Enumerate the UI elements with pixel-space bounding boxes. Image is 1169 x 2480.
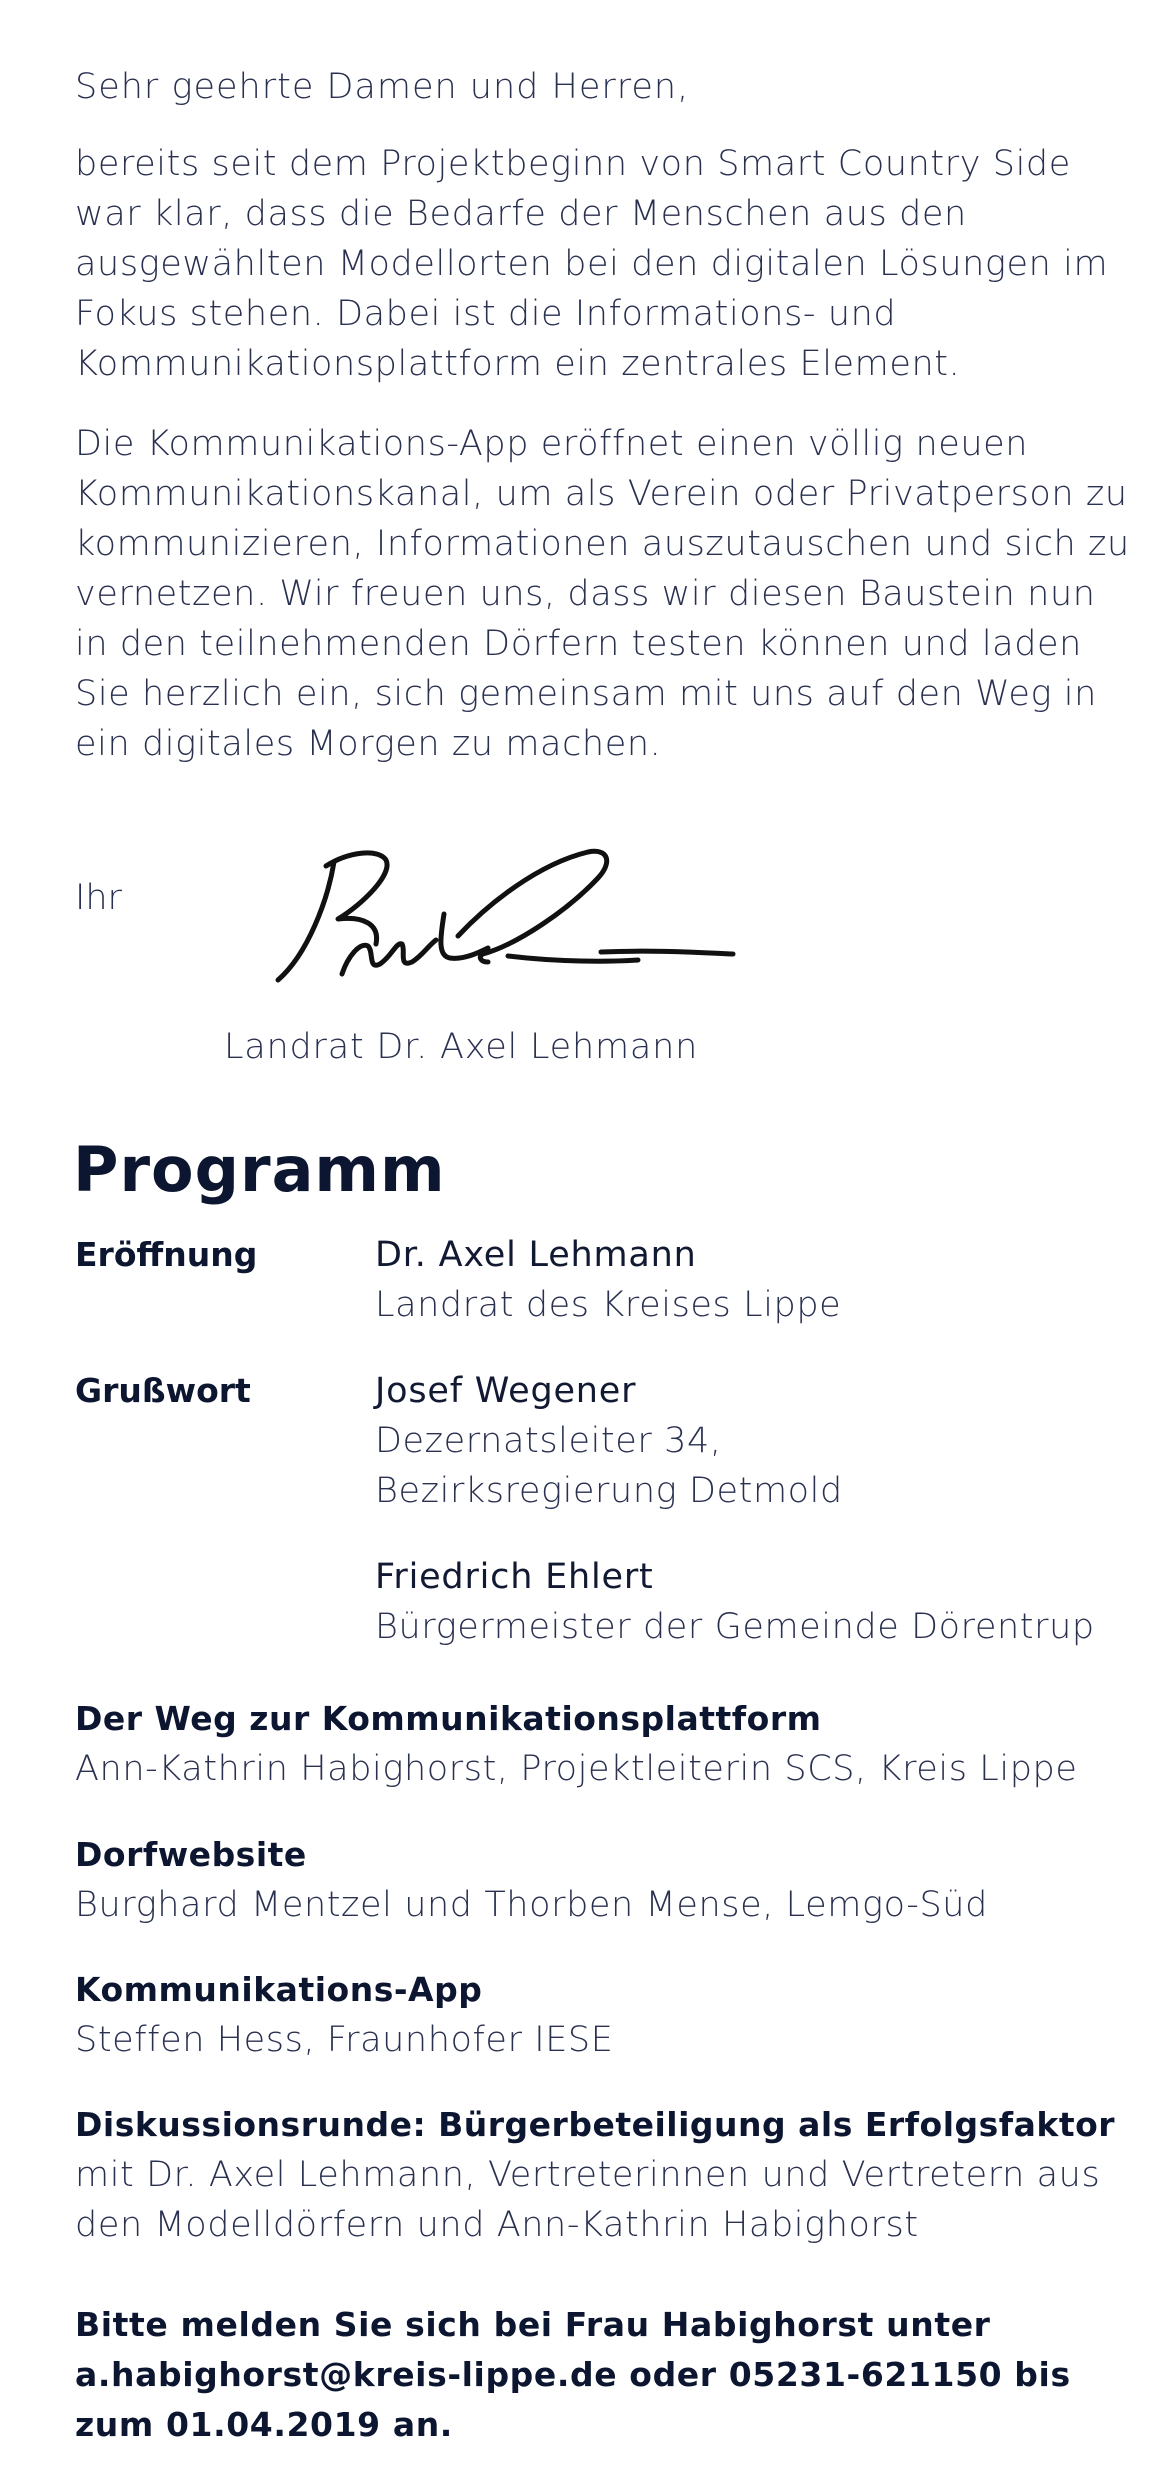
salutation: Sehr geehrte Damen und Herren, — [75, 67, 690, 107]
speaker-role: Bürgermeister der Gemeinde Dörentrup — [375, 1607, 1095, 1647]
agenda-label-grusswort: Grußwort — [75, 1371, 251, 1410]
letter-paragraph-2: Die Kommunikations-App eröffnet einen völlig neuen Kommunikationskanal, um als Verein oder Privatperson zu kommunizieren, Informationen auszutauschen und sich zu vernetzen. Wir freuen uns, dass wir diesen Baustein nun in den teilnehmenden Dörfern testen können und laden Sie herzlich ein, sich gemeinsam mit uns auf den Weg in ein digitales Morgen zu machen. — [75, 424, 1130, 764]
speaker-role-line-2: Bezirksregierung Detmold — [375, 1471, 843, 1511]
program-item-subtitle: Burghard Mentzel und Thorben Mense, Lemgo-Süd — [75, 1885, 988, 1925]
program-item — [75, 2100, 1145, 2250]
signer-name: Landrat Dr. Axel Lehmann — [224, 1027, 699, 1067]
program-item — [75, 1965, 1145, 2065]
program-item-subtitle: Ann-Kathrin Habighorst, Projektleiterin SCS, Kreis Lippe — [75, 1749, 1078, 1789]
rsvp-notice: Bitte melden Sie sich bei Frau Habighorst unter a.habighorst@kreis-lippe.de oder 05231-621150 bis zum 01.04.2019 an. — [75, 2305, 1071, 2444]
program-item — [75, 1830, 1145, 1930]
speaker-name: Josef Wegener — [375, 1371, 637, 1411]
speaker-role: Landrat des Kreises Lippe — [375, 1285, 842, 1325]
speaker-role-line-1: Dezernatsleiter 34, — [375, 1421, 722, 1461]
agenda-label-eroeffnung: Eröffnung — [75, 1235, 258, 1274]
program-item-title: Der Weg zur Kommunikationsplattform — [75, 1699, 822, 1738]
program-item-subtitle: mit Dr. Axel Lehmann, Vertreterinnen und Vertretern aus den Modelldörfern und Ann-Kathrin Habighorst — [75, 2155, 1101, 2245]
agenda-value-grusswort-2 — [375, 1552, 1135, 1652]
program-item — [75, 1694, 1145, 1794]
closing: Ihr — [75, 878, 122, 918]
program-item-title: Diskussionsrunde: Bürgerbeteiligung als Erfolgsfaktor — [75, 2105, 1116, 2144]
agenda-value-eroeffnung — [375, 1230, 1135, 1330]
speaker-name: Dr. Axel Lehmann — [375, 1235, 697, 1275]
speaker-name: Friedrich Ehlert — [375, 1557, 654, 1597]
agenda-value-grusswort-1 — [375, 1366, 1135, 1516]
letter-paragraph-1: bereits seit dem Projektbeginn von Smart Country Side war klar, dass die Bedarfe der Menschen aus den ausgewählten Modellorten bei den digitalen Lösungen im Fokus stehen. Dabei ist die Informations- und Kommunikationsplattform ein zentrales Element. — [75, 144, 1109, 384]
program-item-subtitle: Steffen Hess, Fraunhofer IESE — [75, 2020, 614, 2060]
programm-heading: Programm — [73, 1133, 446, 1206]
handwritten-signature — [268, 844, 738, 994]
program-item-title: Kommunikations-App — [75, 1970, 483, 2009]
program-item-title: Dorfwebsite — [75, 1835, 307, 1874]
